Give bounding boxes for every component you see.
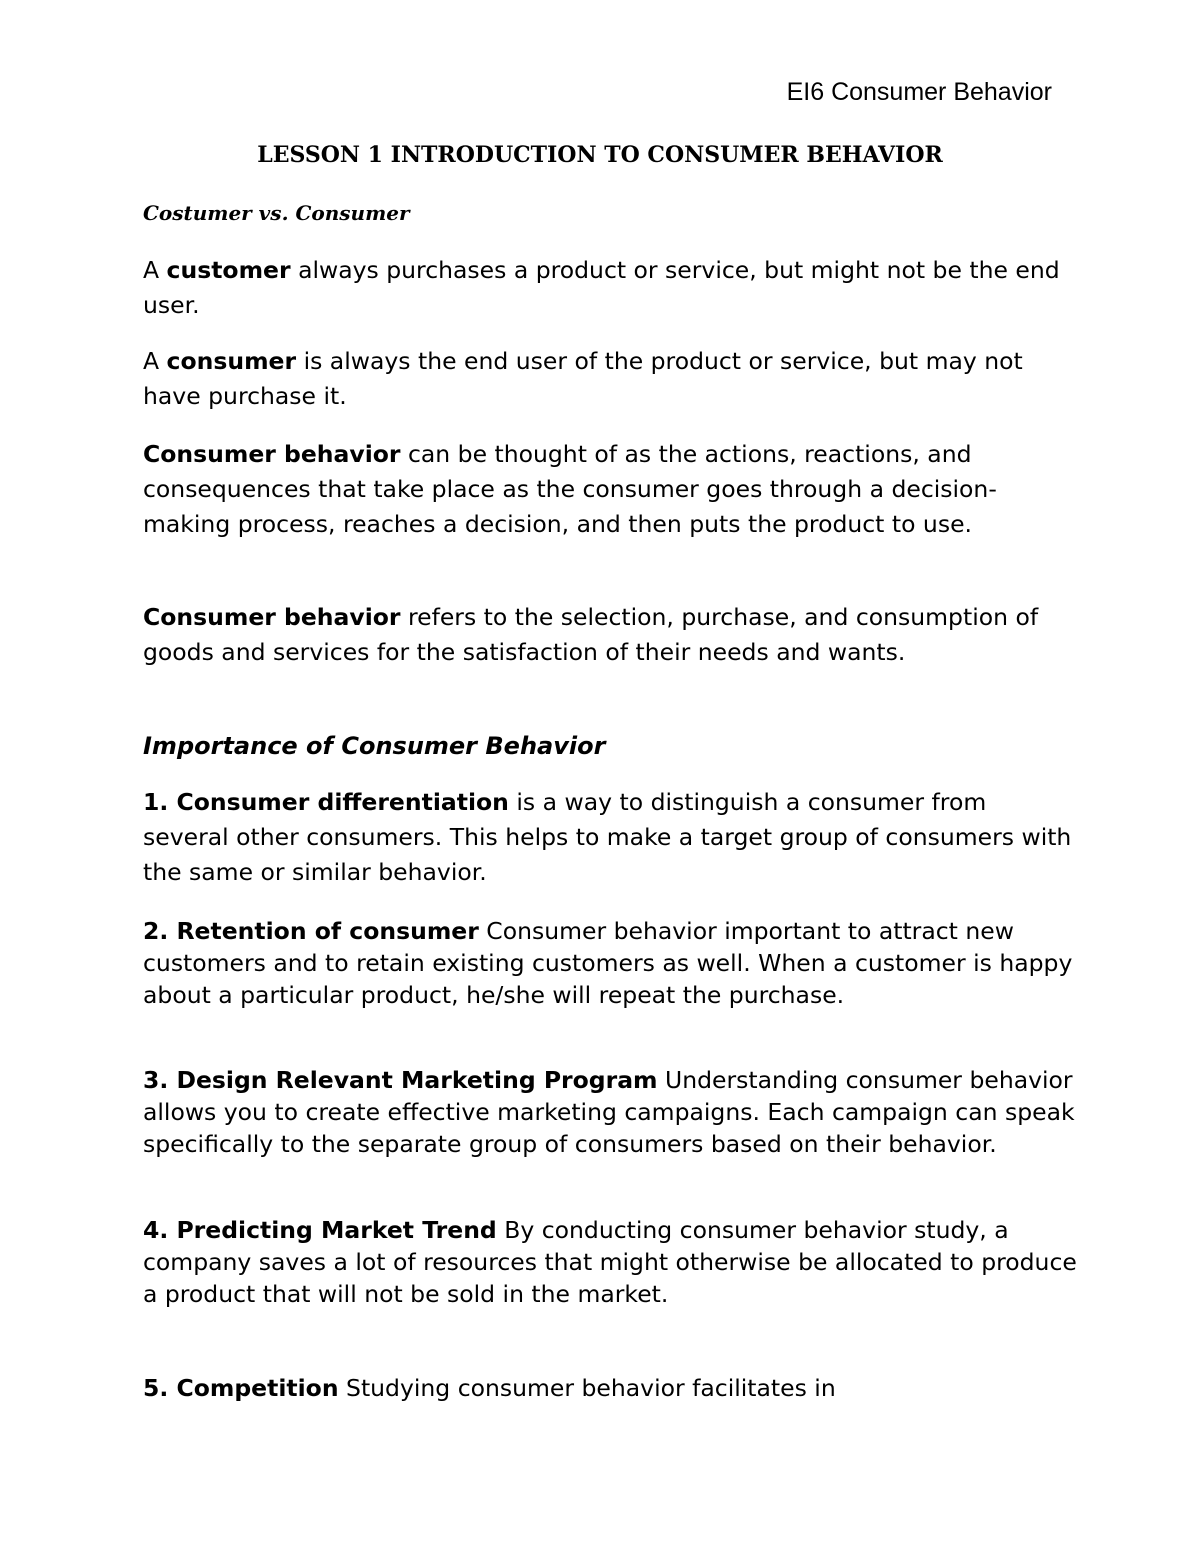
definition-text: is always the end user of the product or service, but may not have purchase it. [143, 347, 1023, 410]
definition-consumer [143, 344, 1078, 414]
definition-text: refers to the selection, purchase, and consumption of goods and services for the satisfaction of their needs and wants. [143, 603, 1039, 666]
importance-item-4 [143, 1214, 1078, 1310]
importance-item-3 [143, 1064, 1078, 1160]
importance-item-2 [143, 915, 1078, 1011]
definition-customer [143, 253, 1078, 323]
importance-term: 2. Retention of consumer [143, 917, 479, 945]
definition-term: Consumer behavior [143, 603, 401, 631]
definition-term: customer [166, 256, 291, 284]
importance-item-1 [143, 785, 1078, 890]
definition-term: Consumer behavior [143, 440, 401, 468]
importance-heading: Importance of Consumer Behavior [143, 732, 606, 760]
section-subtitle: Costumer vs. Consumer [143, 201, 410, 225]
definition-text: always purchases a product or service, but might not be the end user. [143, 256, 1060, 319]
importance-item-5 [143, 1371, 1078, 1406]
importance-term: 4. Predicting Market Trend [143, 1216, 497, 1244]
importance-term: 1. Consumer differentiation [143, 788, 509, 816]
definition-lead: A [143, 256, 167, 284]
importance-text: is a way to distinguish a consumer from several other consumers. This helps to make a target group of consumers with the same or similar behavior. [143, 788, 1072, 886]
definition-text: can be thought of as the actions, reactions, and consequences that take place as the consumer goes through a decision-making process, reaches a decision, and then puts the product to use. [143, 440, 997, 538]
page-header: EI6 Consumer Behavior [786, 78, 1052, 106]
importance-term: 3. Design Relevant Marketing Program [143, 1066, 658, 1094]
definition-lead: A [143, 347, 167, 375]
importance-term: 5. Competition [143, 1374, 339, 1402]
importance-text: Understanding consumer behavior allows you to create effective marketing campaigns. Each campaign can speak specifically to the separate group of consumers based on their behavior. [143, 1066, 1075, 1158]
importance-text: Consumer behavior important to attract new customers and to retain existing customers as well. When a customer is happy about a particular product, he/she will repeat the purchase. [143, 917, 1073, 1009]
definition-consumer-behavior-2 [143, 600, 1078, 670]
lesson-title: LESSON 1 INTRODUCTION TO CONSUMER BEHAVIOR [257, 142, 943, 168]
definition-consumer-behavior-1 [143, 437, 1078, 542]
importance-text: Studying consumer behavior facilitates in [338, 1374, 836, 1402]
importance-text: By conducting consumer behavior study, a company saves a lot of resources that might otherwise be allocated to produce a product that will not be sold in the market. [143, 1216, 1077, 1308]
definition-term: consumer [166, 347, 297, 375]
